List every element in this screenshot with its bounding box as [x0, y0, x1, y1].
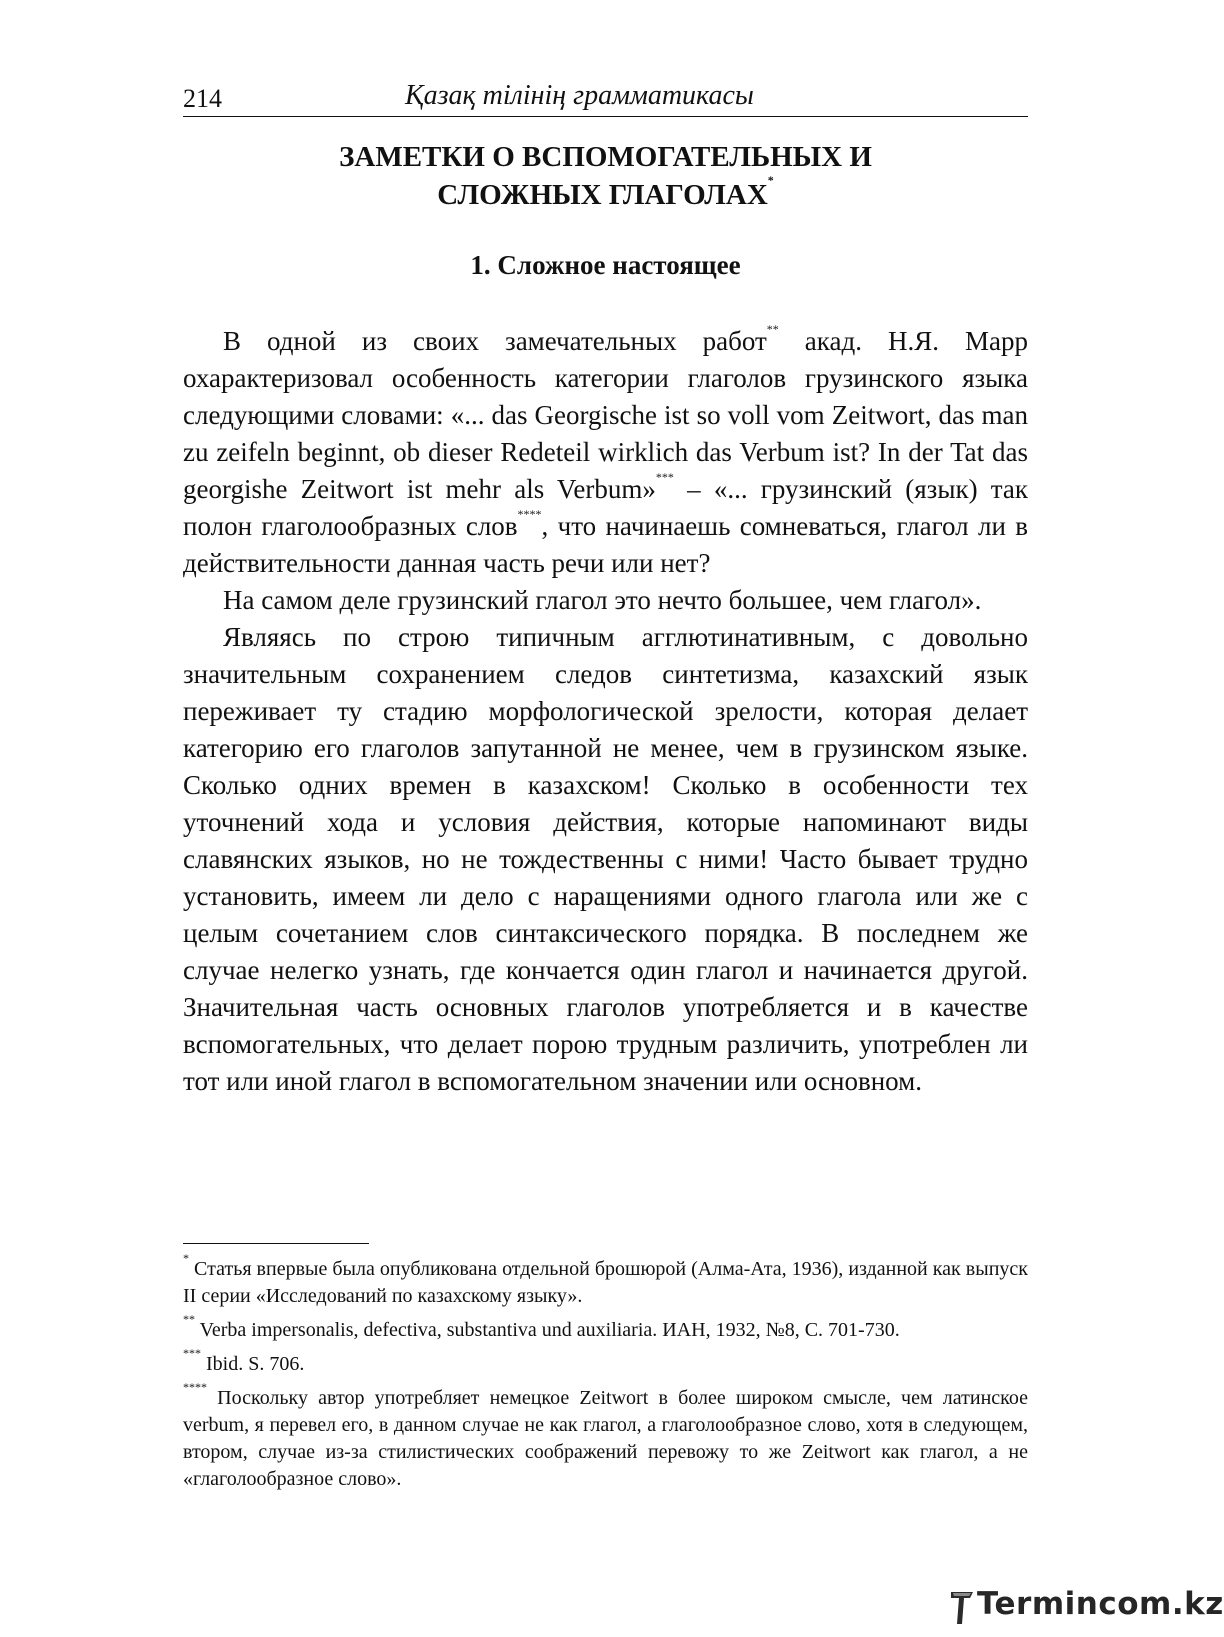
footnote-mark: * — [183, 1251, 189, 1265]
footnote-3 — [183, 1346, 1028, 1378]
footnote-mark: *** — [183, 1346, 201, 1360]
paragraph-1 — [183, 323, 1028, 582]
watermark-text: Termincom.kz — [977, 1586, 1224, 1622]
paragraph-2: На самом деле грузинский глагол это нечто большее, чем глагол». — [223, 585, 982, 615]
termincom-logo-icon — [949, 1590, 975, 1626]
paragraph-3: Являясь по строю типичным агглютинативным, с довольно значительным сохранением следов синтетизма, казахский язык переживает ту стадию морфологической зрелости, которая делает категорию его глаголов запутанной не менее, чем в грузинском языке. Сколько одних времен в казахском! Сколько в особенности тех уточнений хода и условия действия, которые напоминают виды славянских языков, но не тождественны с ними! Часто бывает трудно установить, имеем ли дело с наращениями одного глагола или же с целым сочетанием слов синтаксического порядка. В последнем же случае нелегко узнать, где кончается один глагол и начинается другой. Значительная часть основных глаголов употребляется и в качестве вспомогательных, что делает порою трудным различить, употреблен ли тот или иной глагол в вспомогательном значении или основном. — [183, 622, 1028, 1096]
footnote-text: Поскольку автор употребляет немецкое Zeitwort в более широком смысле, чем латинское verbum, я перевел его, в данном случае не как глагол, а глаголообразное слово, хотя в следующем, втором, случае из-за стилистических соображений перевожу то же Zeitwort как глагол, а не «глаголообразное слово». — [183, 1387, 1028, 1490]
paragraph-1-part-3: – «... грузинский (язык) так полон глаголообразных слов — [183, 474, 1028, 541]
footnote-ref-4: **** — [517, 507, 542, 521]
footnote-text: Verba impersonalis, defectiva, substantiva und auxiliaria. ИАН, 1932, №8, С. 701-730. — [195, 1319, 900, 1341]
footnotes — [183, 1251, 1028, 1500]
footnote-text: Ibid. S. 706. — [201, 1353, 305, 1375]
article-body — [183, 323, 1028, 1100]
article-title — [183, 138, 1028, 214]
running-title: Қазақ тілінің грамматикасы — [405, 80, 754, 111]
footnote-mark: ** — [183, 1312, 195, 1326]
paragraph-1-part-2: акад. Н.Я. Марр охарактеризовал особенность категории глаголов грузинского языка следующими словами: «... das Georgische ist so voll vom Zeitwort, das man zu zeifeln beginnt, ob dieser Redeteil wirklich das Verbum ist? In der Tat das georgishe Zeitwort ist mehr als Verbum» — [183, 326, 1029, 504]
article-title-line-1: ЗАМЕТКИ О ВСПОМОГАТЕЛЬНЫХ И — [339, 141, 872, 173]
footnote-mark: **** — [183, 1380, 207, 1394]
title-footnote-mark: * — [767, 173, 774, 187]
section-heading: 1. Сложное настоящее — [470, 250, 741, 280]
footnote-ref-2: ** — [766, 322, 779, 336]
page-header — [183, 80, 1028, 117]
paragraph-1-part-1: В одной из своих замечательных работ — [223, 326, 767, 356]
footnote-ref-3: *** — [655, 470, 674, 484]
paragraph-1-part-4: , что начинаешь сомневаться, глагол ли в действительности данная часть речи или нет? — [183, 511, 1028, 578]
page-number: 214 — [183, 84, 222, 113]
footnote-4 — [183, 1380, 1028, 1493]
footnote-text: Статья впервые была опубликована отдельной брошюрой (Алма-Ата, 1936), изданной как выпуск II серии «Исследований по казахскому языку». — [183, 1258, 1028, 1307]
footnote-2 — [183, 1312, 1028, 1344]
footnote-1 — [183, 1251, 1028, 1310]
article-title-line-2-text: СЛОЖНЫХ ГЛАГОЛАХ — [437, 179, 768, 211]
footnote-divider — [183, 1243, 369, 1244]
article-title-line-2 — [183, 173, 1028, 214]
